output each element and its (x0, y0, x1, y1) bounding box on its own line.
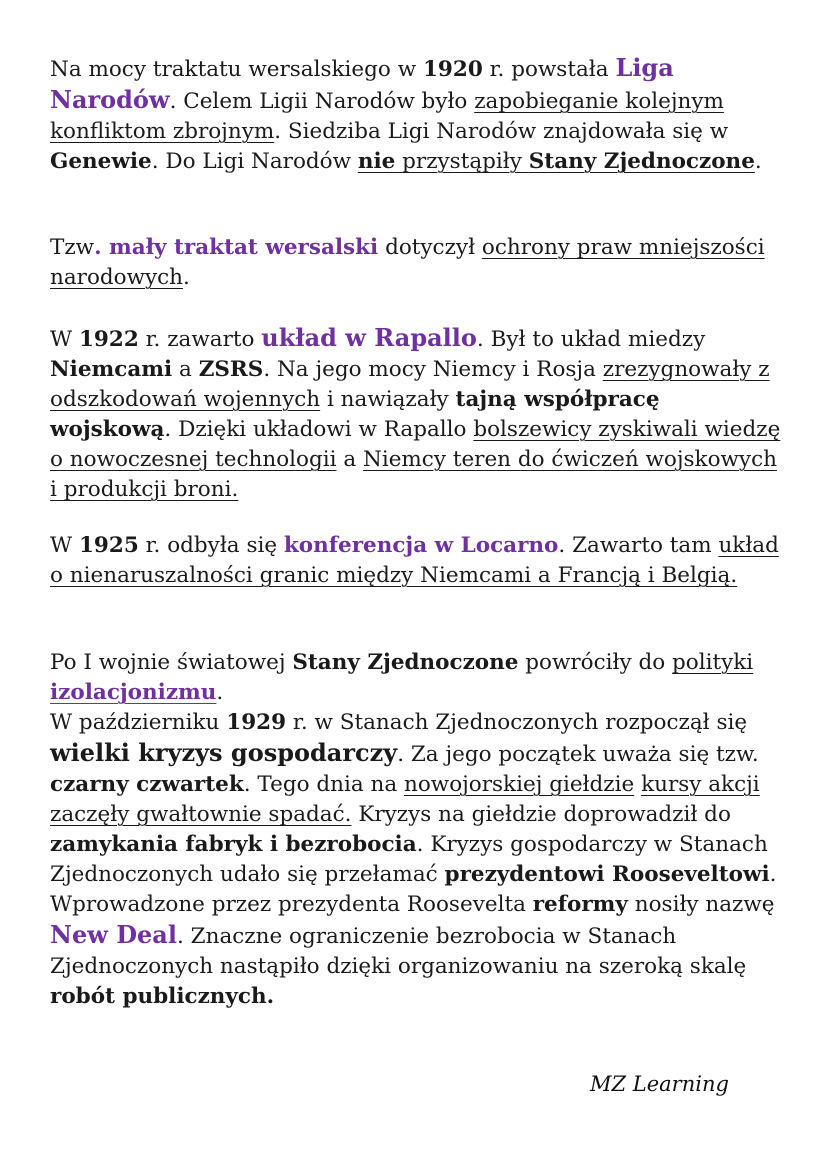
term-black-thursday: czarny czwartek (50, 772, 244, 797)
paragraph-small-treaty (50, 233, 785, 293)
underlined-stocks-fall: kursy akcji zaczęły gwałtownie spadać. (50, 772, 760, 827)
text: r. w Stanach Zjednoczonych rozpoczął się (286, 710, 748, 735)
text: . Znaczne ograniczenie bezrobocia w Stanach Zjednoczonych nastąpiło dzięki organizowaniu na szeroką skalę (50, 924, 747, 979)
text: . Był to układ miedzy (476, 327, 706, 352)
text: Na mocy traktatu wersalskiego w (50, 57, 423, 82)
term-public-works: robót publicznych. (50, 984, 275, 1009)
paragraph-isolationism (50, 648, 785, 708)
text: i nawiązały (320, 387, 456, 412)
term-nie: nie (357, 149, 396, 174)
text: . Na jego mocy Niemcy i Rosja (263, 357, 603, 382)
term-locarno: konferencja w Locarno (283, 533, 559, 558)
underlined-przystapily: przystąpiły (402, 149, 529, 174)
term-usa: Stany Zjednoczone (292, 650, 519, 675)
underlined-bolsheviks: bolszewicy zyskiwali wiedzę o nowoczesnej technologii (50, 417, 781, 472)
term-reforms: reformy (532, 892, 628, 917)
underlined-germany-training: Niemcy teren do ćwiczeń wojskowych i produkcji broni. (50, 447, 777, 502)
text: W październiku (50, 710, 227, 735)
term-factory-closures: zamykania fabryk i bezrobocia (50, 832, 417, 857)
text: . Za jego początek uważa się tzw. (397, 742, 759, 767)
text: . Tego dnia na (243, 772, 404, 797)
text: . Celem Ligii Narodów było (169, 89, 475, 114)
term-usa: Stany Zjednoczone (528, 149, 755, 174)
underlined-reparations: zrezygnowały z odszkodowań wojennych (50, 357, 770, 412)
term-maly-traktat: . mały traktat wersalski (94, 235, 379, 260)
text: W (50, 327, 79, 352)
paragraph-great-depression (50, 708, 785, 1012)
text: Tzw (50, 235, 95, 260)
year-1920: 1920 (422, 57, 483, 82)
year-1922: 1922 (78, 327, 139, 352)
text: . Siedziba Ligi Narodów znajdowała się w (274, 119, 729, 144)
underlined-minorities: ochrony praw mniejszości narodowych (50, 235, 765, 290)
paragraph-locarno (50, 531, 785, 591)
text: . Do Ligi Narodów (151, 149, 358, 174)
text: W (50, 533, 79, 558)
underlined-borders-pact: układ o nienaruszalności granic między Niemcami a Francją i Belgią. (50, 533, 779, 588)
term-liga-narodow: Liga Narodów (50, 53, 674, 114)
text: dotyczył (378, 235, 482, 260)
paragraph-rapallo (50, 323, 785, 505)
text: a (336, 447, 363, 472)
text: . Dzięki układowi w Rapallo (164, 417, 474, 442)
text: Po I wojnie światowej (50, 650, 293, 675)
text: . Zawarto tam (558, 533, 719, 558)
term-rapallo: układ w Rapallo (261, 323, 477, 352)
text: . (183, 265, 190, 290)
year-1929: 1929 (226, 710, 287, 735)
text: . Wprowadzone przez prezydenta Roosevelta (50, 862, 777, 917)
term-niemcami: Niemcami (50, 357, 173, 382)
term-great-depression: wielki kryzys gospodarczy (50, 738, 398, 767)
underlined-nyse: nowojorskiej giełdzie (404, 772, 635, 797)
underlined-policy: polityki (672, 650, 754, 675)
term-roosevelt: prezydentowi Rooseveltowi (444, 862, 770, 887)
term-isolationism: izolacjonizmu (50, 680, 217, 705)
text: . Kryzys gospodarczy w Stanach Zjednoczonych udało się przełamać (50, 832, 768, 887)
underlined-goal: zapobieganie kolejnym konfliktom zbrojnym (50, 89, 724, 144)
text: r. odbyła się (138, 533, 284, 558)
text: r. zawarto (138, 327, 262, 352)
term-genewa: Genewie (50, 149, 152, 174)
year-1925: 1925 (78, 533, 139, 558)
text: . (216, 680, 224, 705)
term-new-deal: New Deal (50, 920, 177, 949)
signature: MZ Learning (590, 1072, 729, 1096)
text: Kryzys na giełdzie doprowadził do (351, 802, 731, 827)
text: a (172, 357, 199, 382)
term-military-cooperation: tajną współpracę wojskową (50, 387, 660, 442)
text: nosiły nazwę (627, 892, 775, 917)
term-zsrs: ZSRS (198, 357, 264, 382)
text: powróciły do (518, 650, 673, 675)
text: . (754, 149, 762, 174)
paragraph-league-of-nations (50, 53, 785, 177)
text: r. powstała (482, 57, 616, 82)
